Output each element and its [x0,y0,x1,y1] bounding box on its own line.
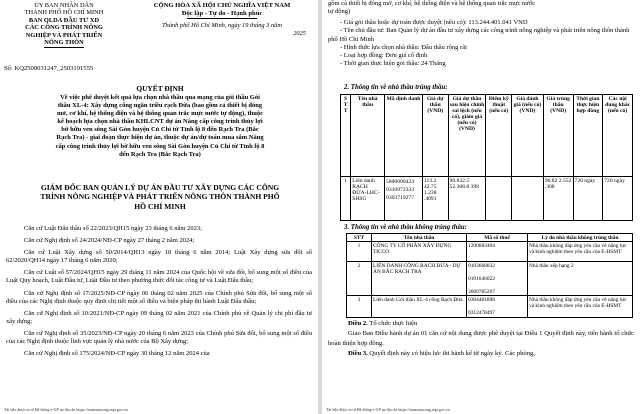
decision-articles [328,319,634,359]
table-row [341,177,633,221]
article-text: Giao Ban Điều hành dự án 01 căn cứ nội dung được phê duyệt tại Điều 1 Quyết định này, tiến hành tổ chức hoàn thiện hợp đồng. [328,330,634,347]
legal-basis: Căn cứ Nghị định số 24/2024/NĐ-CP ngày 27 tháng 2 năm 2024; [24,237,195,245]
cell-tax-id: 1200683404 [467,242,528,262]
date-line: Thành phố Hồ Chí Minh, ngày 19 tháng 3 năm [161,22,282,30]
info-line: - Thời gian thực hiện gói thầu: 24 Tháng [340,60,446,68]
cell-stt: 3 [347,296,372,317]
date-line: 2025 [293,29,306,37]
col-header: Các nội dung khác (nếu có) [603,95,633,177]
subject-line: kế hoạch lựa chọn nhà thầu KHLCNT dự án Nâng cấp công trình thủy lợi [57,118,263,126]
cell-reason: Nhà thầu không đáp ứng yêu cầu về năng lực và kinh nghiệm theo yêu cầu của E-HSMT [528,242,633,262]
agency-org-line: NÔNG THÔN [44,39,84,47]
cell-reason: Nhà thầu xếp hạng 2 [528,262,633,296]
cell-duration: 720 ngày [573,177,603,221]
agency-org-line: CÁC CÔNG TRÌNH NÔNG [25,24,103,32]
heading-line: GIÁM ĐỐC BAN QUẢN LÝ DỰ ÁN ĐẦU TƯ XÂY DỰNG CÁC CÔNG [40,183,280,192]
document-header [4,2,314,64]
cell-stt: 2 [347,262,372,296]
subject-line: bờ hữu ven sông Sài Gòn huyện Củ Chi từ Tỉnh lộ 8 đến Rạch Tra (Bắc [61,126,259,134]
continued-line: gồm cả thiết bị đóng mở, cơ khí, hệ thống điện và hệ thống quan trắc mực nước [328,0,536,7]
table-row [347,242,633,262]
article-text: Quyết định này có hiệu lực thi hành kể từ ngày ký. Các phòng, [367,350,535,357]
legal-basis: Căn cứ Nghị định số 10/2021/NĐ-CP ngày 09 tháng 02 năm 2021 của Chính phủ về Quản lý chi phí đầu tư xây dựng; [6,309,312,325]
subject-line: cấp công trình thủy lợi bờ hữu ven sông Sài Gòn huyện Củ Chi từ Tỉnh lộ 8 [55,142,265,150]
nation-motto: Độc lập - Tự do - Hạnh phúc [181,9,263,17]
motto-divider [187,18,257,19]
legal-basis: Căn cứ Nghị định số 175/2024/NĐ-CP ngày 30 tháng 12 năm 2024 của [24,350,210,358]
col-header: STT [347,234,372,242]
info-line: - Tên chủ đầu tư: Ban Quản lý dự án đầu tư xây dựng các công trình nông nghiệp và phát triển nông thôn thành phố Hồ Chí Minh [328,27,630,43]
agency-line1: ỦY BAN NHÂN DÂN [34,2,94,9]
article-label: Điều 3. [348,350,368,357]
col-header: Mã số thuế [467,234,528,242]
subject-line: đến Rạch Tra (Bắc Rạch Tra) [119,150,201,158]
winning-bidder-table [340,94,633,221]
col-header: Mã định danh [385,95,423,177]
col-header: Lý do nhà thầu không trúng thầu [528,234,633,242]
cell-winning-price: 96.82 2.552 .308 [543,177,573,221]
cell-stt: 1 [347,242,372,262]
legal-basis: Căn cứ Luật số 57/2024/QH15 ngày 29 tháng 11 năm 2024 của Quốc hội về sửa đổi, bổ sung một số điều của Luật Quy hoạch, Luật Đầu tư, Luật Đầu tư theo phương thức đối tác công tư và Luật Đấu thầu; [6,269,312,285]
cell-stt: 1 [341,177,351,221]
document-title: QUYẾT ĐỊNH [136,84,184,93]
info-line: - Loại hợp đồng: Đơn giá cố định [340,52,428,60]
cell-bidder-name: CÔNG TY CỔ PHẦN XÂY DỰNG TICCO [372,242,467,262]
cell-tech-score [486,177,512,221]
col-header: Thời gian thực hiện hợp đồng [573,95,603,177]
subject-line: Về việc phê duyệt kết quả lựa chọn nhà thầu qua mạng của gói thầu Gói [60,94,260,101]
document-date [130,22,314,37]
cell-reason: Nhà thầu không đáp ứng yêu cầu về năng lực và kinh nghiệm theo yêu cầu của E-HSMT [528,296,633,317]
col-header: Giá đánh giá (nếu có) (VND) [512,95,544,177]
nation-name: CỘNG HÒA XÃ HỘI CHỦ NGHĨA VIỆT NAM [153,2,291,9]
legal-basis: Căn cứ Nghị định số 17/2025/NĐ-CP ngày 06 tháng 02 năm 2025 của Chính phủ Sửa đổi, bổ sung một số điều của các Nghị định thuộc quy định chi tiết một số điều và biện pháp thi hành Luật Đấu thầu; [6,289,312,305]
cell-bid-price: 113.2 42.75 1.238 .4091 [422,177,448,221]
table-row [347,262,633,296]
legal-basis: Căn cứ Luật Đấu thầu số 22/2023/QH15 ngày 23 tháng 6 năm 2023; [24,225,202,232]
col-header: Tên nhà thầu [372,234,467,242]
agency-divider [44,47,84,48]
subject-line: Rạch Tra) - giai đoạn thực hiện dự án, thuộc dự án/dự toán mua sắm Nâng [56,134,264,142]
cell-tax-id: 0103668832 0101646022 3600785267 [467,262,528,296]
authority-heading [14,183,306,211]
continued-text [328,0,634,16]
section-winning-bidder: 2. Thông tin về nhà thầu trúng thầu: [344,84,448,91]
heading-line: TRÌNH NÔNG NGHIỆP VÀ PHÁT TRIỂN NÔNG THÔN THÀNH PHỐ [40,192,280,202]
article-text: Tổ chức thực hiện [367,320,418,327]
cell-tax-id: 0304481898 0312478497 [467,296,528,317]
cell-adjusted-price: 96.822.5 52.308.8 398 [448,177,486,221]
table-header-row [347,234,633,242]
document-page-left [0,0,318,414]
cell-eval-price [512,177,544,221]
document-number: Số: KQ2500031247_2503191555 [4,65,94,72]
legal-basis: Căn cứ Nghị định số 35/2023/NĐ-CP ngày 20 tháng 6 năm 2023 của Chính phủ Sửa đổi, bổ sung một số điều của các Nghị định thuộc lĩnh vực quản lý nhà nước của Bộ Xây dựng; [6,329,312,346]
heading-line: HỒ CHÍ MINH [134,201,186,211]
agency-org-line: BAN QLDA ĐẦU TƯ XD [28,16,100,24]
info-line: - Giá gói thầu hoặc dự toán được duyệt (nếu có): 113.244.401.041 VND [340,19,528,26]
cell-other: 720 ngày [603,177,633,221]
col-header: Điểm kỹ thuật (nếu có) [486,95,512,177]
package-info [328,19,634,69]
article-paragraph [328,349,634,359]
article-paragraph [328,329,634,349]
legal-bases [6,225,312,362]
document-subject [14,94,306,159]
cell-bidder-name: Liên danh Gói thầu XL-4 cống Rạch Đừa [372,296,467,317]
article-paragraph [328,319,634,329]
subject-line: mở, cơ khí, hệ thống điện và hệ thống quan trắc mực nước tự động), thuộc [57,110,263,118]
page-footer: Tài liệu được in từ Hệ thống e-GP tại địa chỉ https://muasamcong.mpi.gov.vn [4,407,128,412]
col-header: Giá trúng thầu (VND) [543,95,573,177]
agency-org-line: NGHIỆP VÀ PHÁT TRIỂN [25,31,103,39]
cell-bidder-name: Liên danh RẠCH ĐỪA-LHC-SHSG [351,177,385,221]
document-page-right [322,0,640,414]
agency-block [4,2,124,48]
col-header: Giá dự thầu sau hiệu chỉnh sai lệch (nếu có), giảm giá (nếu có) (VND) [448,95,486,177]
cell-bidder-name: LIÊN DANH CÔNG RẠCH ĐỪA - DỰ ÁN BẮC RẠCH TRA [372,262,467,296]
table-header-row [341,95,633,177]
article-label: Điều 2. [348,320,368,327]
legal-basis: Căn cứ Luật Xây dựng số 50/2014/QH13 ngày 18 tháng 6 năm 2014; Luật Xây dựng sửa đổi số 62/2020/QH14 ngày 17 tháng 6 năm 2020; [6,249,312,265]
info-line: - Hình thức lựa chọn nhà thầu: Đấu thầu rộng rãi [340,43,467,51]
page-footer: Tài liệu được in từ Hệ thống e-GP tại địa chỉ https://muasamcong.mpi.gov.vn [326,407,450,412]
national-heading [130,2,314,37]
continued-line: tự động) [328,8,351,15]
cell-tax-id: 5800000424 0310972333 0303719277 [385,177,423,221]
agency-line2: THÀNH PHỐ HỒ CHÍ MINH [24,9,104,17]
col-header: Tên nhà thầu [351,95,385,177]
col-header: S T T [341,95,351,177]
losing-bidders-table [346,233,633,318]
col-header: Giá dự thầu (VND) [422,95,448,177]
table-row [347,296,633,317]
subject-line: thầu XL-4: Xây dựng cống ngăn triều rạch Đừa (bao gồm cả thiết bị đóng [57,102,263,110]
section-losing-bidders: 3. Thông tin về nhà thầu không trúng thầu: [344,224,467,231]
